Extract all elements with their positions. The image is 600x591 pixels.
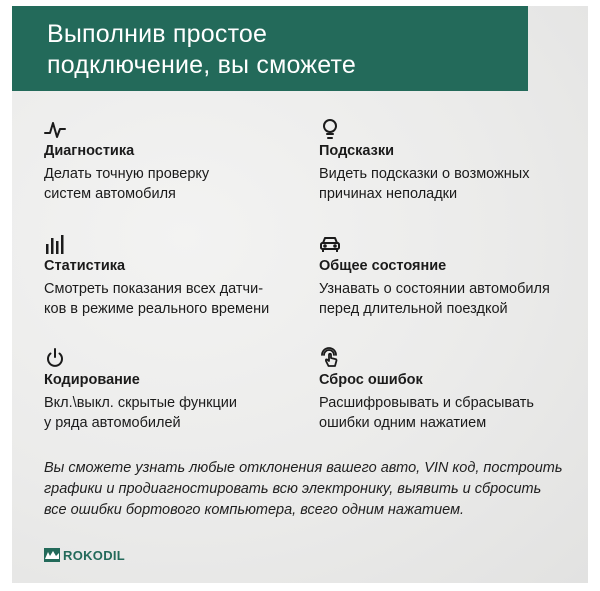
feature-description (44, 393, 237, 433)
feature-title: Кодирование (44, 372, 140, 388)
feature-description (319, 164, 529, 204)
summary-line: все ошибки бортового компьютера, всего одним нажатием. (44, 502, 465, 518)
lightbulb-icon (319, 118, 341, 140)
feature-description (44, 279, 269, 319)
feature-desc-line: Смотреть показания всех датчи- (44, 281, 264, 297)
feature-desc-line: перед длительной поездкой (319, 301, 508, 317)
feature-desc-line: ошибки одним нажатием (319, 415, 487, 431)
feature-desc-line: ков в режиме реального времени (44, 301, 270, 317)
summary-line: Вы сможете узнать любые отклонения вашего авто, VIN код, построить (44, 460, 563, 476)
car-icon (319, 233, 341, 255)
feature-title: Диагностика (44, 143, 135, 159)
feature-desc-line: Делать точную проверку (44, 166, 210, 182)
summary-text (44, 458, 579, 521)
feature-title: Сброс ошибок (319, 372, 423, 388)
info-card (12, 6, 588, 583)
feature-desc-line: Узнавать о состоянии автомобиля (319, 281, 550, 297)
brand-name: ROKODIL (63, 547, 126, 563)
brand-logo (44, 547, 125, 563)
feature-description (44, 164, 209, 204)
feature-desc-line: у ряда автомобилей (44, 415, 181, 431)
feature-title: Общее состояние (319, 258, 447, 274)
feature-desc-line: причинах неполадки (319, 186, 458, 202)
feature-description (319, 393, 534, 433)
feature-desc-line: Видеть подсказки о возможных (319, 166, 530, 182)
feature-desc-line: систем автомобиля (44, 186, 176, 202)
crocodile-logo-icon (44, 548, 60, 562)
feature-desc-line: Вкл.\выкл. скрытые функции (44, 395, 237, 411)
summary-line: графики и продиагностировать всю электронику, выявить и сбросить (44, 481, 542, 497)
header-title-line1: Выполнив простое (47, 20, 268, 48)
power-icon (44, 347, 66, 369)
pulse-icon (44, 118, 66, 140)
feature-desc-line: Расшифровывать и сбрасывать (319, 395, 534, 411)
header-banner (12, 6, 528, 91)
feature-description (319, 279, 550, 319)
bar-chart-icon (44, 233, 66, 255)
header-title-line2: подключение, вы сможете (47, 51, 356, 79)
feature-title: Статистика (44, 258, 126, 274)
feature-title: Подсказки (319, 143, 395, 159)
touch-icon (319, 347, 341, 369)
